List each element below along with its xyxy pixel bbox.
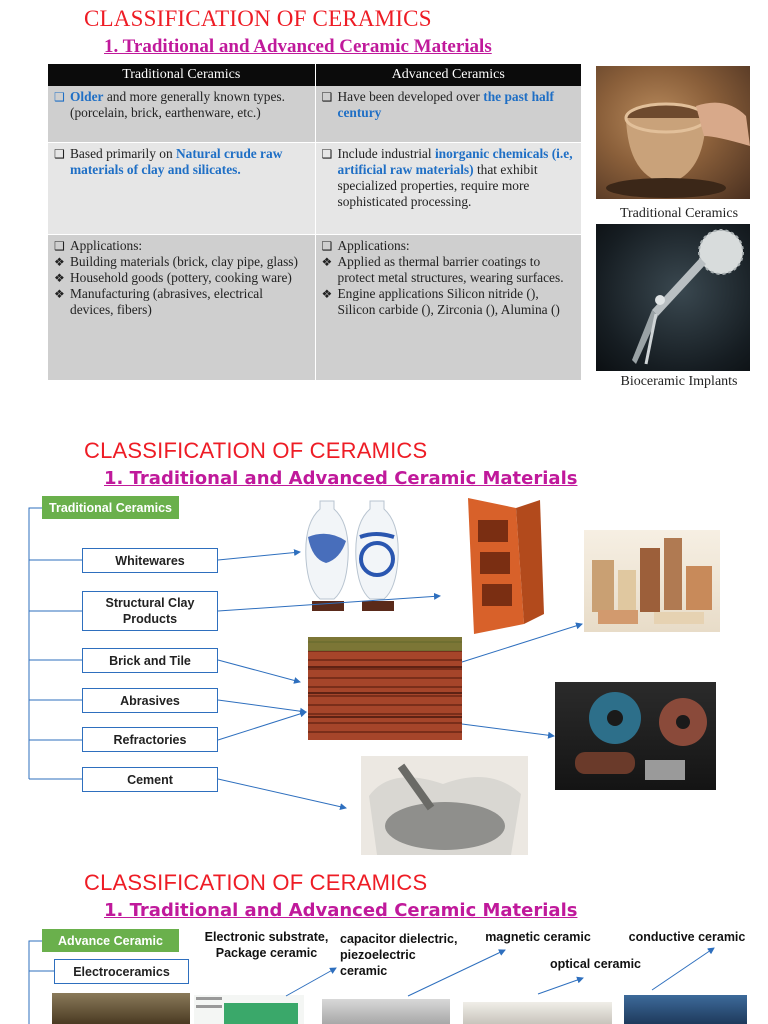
list-item: Household goods (pottery, cooking ware) [70, 269, 292, 285]
slide3-subtitle: 1. Traditional and Advanced Ceramic Materials [104, 900, 578, 921]
list-item: Building materials (brick, clay pipe, glass) [70, 253, 298, 269]
cell-text: and more generally known types. (porcelain, brick, earthenware, etc.) [70, 89, 285, 120]
label-electronic-substrate: Electronic substrate, Package ceramic [204, 930, 329, 960]
checkbox-bullet-icon: ❑ [321, 238, 333, 253]
slide1-title: CLASSIFICATION OF CERAMICS [84, 6, 432, 31]
label-magnetic-ceramic: magnetic ceramic [485, 930, 591, 944]
caption-bioceramic: Bioceramic Implants [620, 374, 738, 389]
list-item: Applied as thermal barrier coatings to protect metal structures, wearing surfaces. [337, 253, 564, 285]
highlight-text: inorganic chemicals (i.e, artificial raw materials) [337, 145, 573, 177]
node-structural-clay: Structural Clay Products [82, 591, 218, 631]
slide2-subtitle: 1. Traditional and Advanced Ceramic Materials [104, 468, 578, 489]
label-optical-ceramic: optical ceramic [549, 957, 641, 971]
checkbox-bullet-icon: ❑ [54, 90, 65, 104]
traditional-ceramics-root: Traditional Ceramics [42, 496, 179, 519]
checkbox-bullet-icon: ❑ [321, 90, 333, 104]
list-item: Engine applications Silicon nitride (), Silicon carbide (), Zirconia (), Alumina () [337, 285, 560, 317]
caption-traditional: Traditional Ceramics [619, 206, 739, 221]
highlight-text: the past half century [337, 89, 554, 120]
cell-text: Include industrial [337, 145, 435, 161]
diamond-bullet-icon: ❖ [321, 286, 333, 301]
node-electroceramics: Electroceramics [54, 959, 189, 984]
diamond-bullet-icon: ❖ [54, 254, 65, 269]
highlight-text: Older [70, 89, 104, 104]
diamond-bullet-icon: ❖ [54, 270, 65, 285]
cell-text: that exhibit specialized properties, require more sophisticated processing. [337, 161, 538, 209]
node-cement: Cement [82, 767, 218, 792]
checkbox-bullet-icon: ❑ [54, 146, 65, 161]
list-item: Manufacturing (abrasives, electrical devices, fibers) [70, 285, 263, 317]
slide1-subtitle: 1. Traditional and Advanced Ceramic Materials [104, 36, 492, 57]
diamond-bullet-icon: ❖ [54, 286, 65, 301]
node-brick-tile: Brick and Tile [82, 648, 218, 673]
node-refractories: Refractories [82, 727, 218, 752]
slide3-title: CLASSIFICATION OF CERAMICS [84, 870, 428, 895]
label-capacitor-dielectric: capacitor dielectric, piezoelectric ceramic [340, 932, 458, 978]
header-traditional: Traditional Ceramics [48, 64, 315, 86]
cell-text: Based primarily on [70, 145, 176, 161]
header-advanced: Advanced Ceramics [315, 64, 582, 86]
advance-ceramic-root: Advance Ceramic [42, 929, 179, 952]
cell-text: Applications: [337, 237, 410, 253]
slide2-title: CLASSIFICATION OF CERAMICS [84, 438, 428, 463]
diamond-bullet-icon: ❖ [321, 254, 333, 269]
cell-text: Applications: [70, 237, 143, 253]
label-conductive-ceramic: conductive ceramic [628, 930, 746, 944]
checkbox-bullet-icon: ❑ [54, 238, 65, 253]
cell-text: Have been developed over [337, 89, 484, 104]
checkbox-bullet-icon: ❑ [321, 146, 333, 161]
node-whitewares: Whitewares [82, 548, 218, 573]
highlight-text: Natural crude raw materials of clay and silicates. [70, 145, 283, 177]
node-abrasives: Abrasives [82, 688, 218, 713]
